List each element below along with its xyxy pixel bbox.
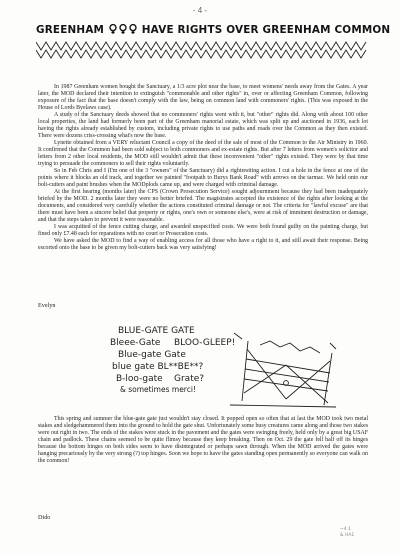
- signature-evelyn: Evelyn: [38, 302, 56, 309]
- sketch-label: BLOO-GLEEP!: [174, 338, 236, 348]
- paragraph: This spring and summer the blue-gate gate just wouldn't stay closed. It popped open so often that at last the MOD took two metal stakes and sledgehammered them into the ground to hold the gate shut. Unfortunately some busy creatures came along and those two stakes were out right in two. The ends of the stakes were stuck in the pavement and the gates were swinging freely, held only by a great big USAF chain and padlock. These chains seemed to be quite flimsy because they keep breaking. Then on Oct. 29 the gate fell half off its hinges because the bottom hinges on both sides seem to have disintegrated or perhaps sawn through. When the MOD arrived the gates were hanging precariously by the very strong (?) top hinges. Soon we hope to have the gates standing open permanently so everyone can walk on the common!: [38, 416, 368, 464]
- article-body-1: [38, 84, 368, 252]
- signature-dido: Dido: [38, 514, 51, 521]
- sketch-label: BLUE-GATE GATE: [118, 326, 195, 336]
- title-right: HAVE RIGHTS OVER GREENHAM COMMON: [141, 24, 391, 36]
- title-left: GREENHAM: [36, 24, 105, 36]
- women-symbols-icon: [108, 24, 138, 34]
- title-banner: [36, 18, 391, 64]
- sketch-label: Bleee-Gate: [110, 338, 161, 348]
- blue-gate-sketch: [110, 323, 340, 409]
- paragraph: In 1987 Greenham women bought the Sanctuary, a 1/3 acre plot near the base, to meet womens' needs away from the Gates. A year later, the MOD declared their intention to extinguish "commonable and other rights" in, over or affecting Greenham Common, following exposure of the fact that the base doesn't comply with the law, being on common land with commoners' rights. (This was exposed in the House of Lords Byelaws case).: [38, 84, 368, 111]
- sketch-label: Grate?: [174, 374, 205, 384]
- page-number: - 4 -: [192, 6, 208, 15]
- paragraph: A study of the Sanctuary deeds showed that no commoners' rights went with it, but "other" rights did. Along with about 100 other local properties, the land had formerly been part of the Greenham manorial estate, which was split up and auctioned in 1936, each lot having the rights already established by custom, including private rights to use paths and roads over the Common as they then existed. There were dozens criss-crossing what's now the base.: [38, 112, 368, 139]
- page-title: [36, 24, 391, 36]
- paragraph: So in Feb Chris and I (I'm one of the 3 "owners" of the Sanctuary) did a rightrestting action. I cut a hole in the fence at one of the points where it blocks an old track, and together we painted "footpath to Burys Bank Road" with arrows on the tarmac. We held onto our bolt-cutters and paint brushes when the MODplods came up, and were charged with criminal damage.: [38, 168, 368, 188]
- paragraph: Lynette obtained from a VERY reluctant Council a copy of the deed of the sale of most of the Common to the Air Ministry in 1960. It confirmed that the Common had been sold subject to both commoners and ex-estate rights. But after 7 letters from women's solicitor and letters from 2 other local residents, the MOD still wouldn't admit that these inconvenient "other" rights existed. They were by that time trying to persuade the commoners to sell their rights voluntarily.: [38, 140, 368, 167]
- sketch-label: B-loo-gate: [116, 374, 163, 384]
- zigzag-border-decoration: [36, 40, 368, 60]
- gate-drawing-icon: [230, 333, 336, 407]
- paragraph: At the first hearing (months later) the CPS (Crown Prosecution Service) sought adjournment because they had been inadequately briefed by the MOD. 2 months later they were no better briefed. The magistrates accepted the existence of the rights after looking at the documents, and considered very carefully whether the actions constituted criminal damage or not. The criteria for "lawful excuse" are that there must have been a sincere belief that property or rights, one's own or someone else's, were at risk of imminent destruction or damage, and that the steps taken to prevent it were reasonable.: [38, 189, 368, 223]
- margin-annotation: ~4.1 & HA1: [340, 527, 355, 538]
- article-body-2: [38, 416, 368, 465]
- paragraph: We have asked the MOD to find a way of enabling access for all those who have a right to it, and still await their response. Being escorted onto the base to be given my bolt-cutters back was very satisfying!: [38, 238, 368, 251]
- sketch-label: & sometimes merci!: [120, 385, 196, 394]
- paragraph: I was acquitted of the fence cutting charge, and awarded unspecified costs. We were both found guilty on the painting charge, but fined only £7.48 each for reparations with no court or Prosecution costs.: [38, 224, 368, 237]
- sketch-label: Blue-gate Gate: [118, 350, 186, 360]
- sketch-label: blue gate BL**BE**?: [112, 362, 204, 372]
